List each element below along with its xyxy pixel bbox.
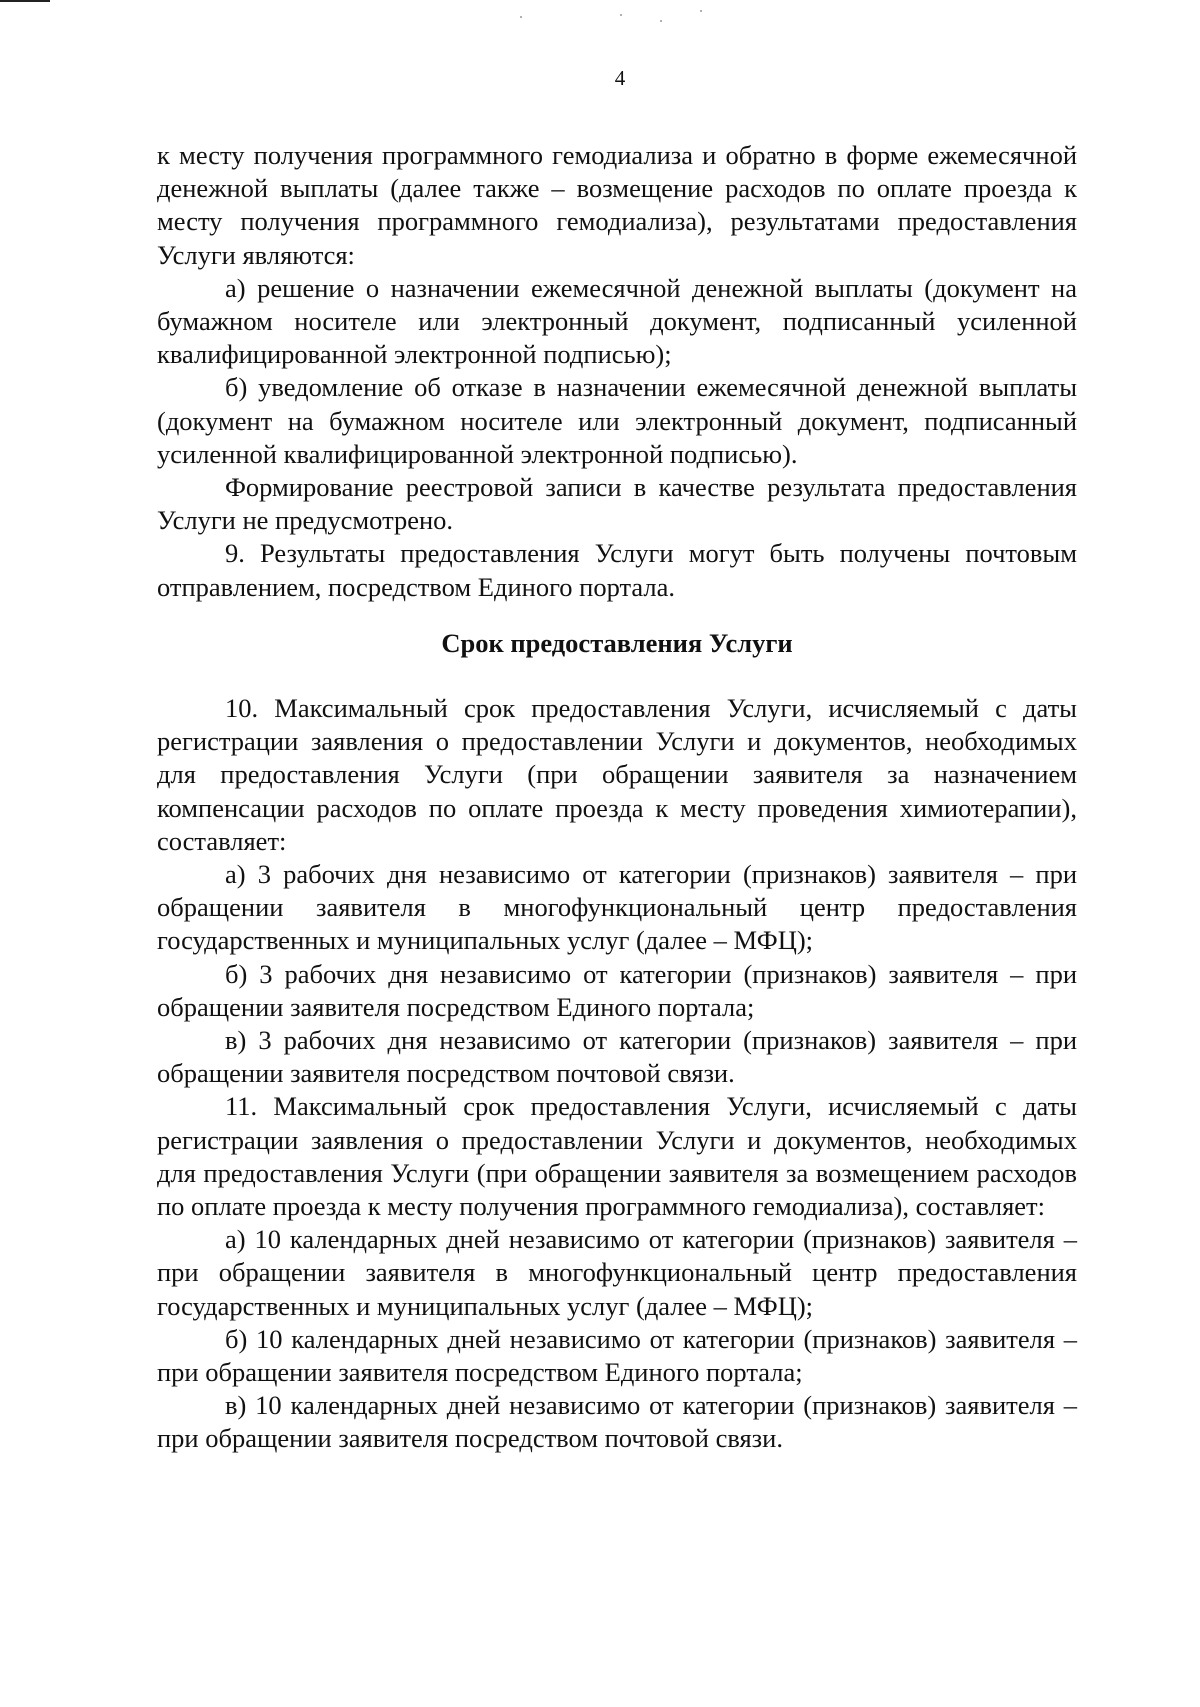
scan-speck — [660, 20, 662, 22]
scan-speck — [520, 16, 522, 18]
paragraph-10-a: а) 3 рабочих дня независимо от категории (признаков) заявителя – при обращении заявителя в многофункциональный центр предоставления государственных и муниципальных услуг (далее – МФЦ); — [157, 859, 1077, 956]
paragraph-11-b: б) 10 календарных дней независимо от категории (признаков) заявителя – при обращении заявителя посредством Единого портала; — [157, 1323, 1077, 1388]
paragraph-registry-note: Формирование реестровой записи в качестве результата предоставления Услуги не предусмотрено. — [157, 472, 1077, 536]
paragraph-item-a: а) решение о назначении ежемесячной денежной выплаты (документ на бумажном носителе или электронный документ, подписанный усиленной квалифицированной электронной подписью); — [157, 272, 1077, 370]
scan-artifact-line — [0, 0, 50, 2]
top-text-block — [157, 139, 1077, 604]
paragraph-11-a: а) 10 календарных дней независимо от категории (признаков) заявителя – при обращении заявителя в многофункциональный центр предоставления государственных и муниципальных услуг (далее – МФЦ); — [157, 1224, 1077, 1321]
scan-speck — [700, 10, 702, 12]
page-number: 4 — [614, 66, 626, 90]
paragraph-11: 11. Максимальный срок предоставления Услуги, исчисляемый с даты регистрации заявления о предоставлении Услуги и документов, необходимых для предоставления Услуги (при обращении заявителя за возмещением расходов по оплате проезда к месту получения программного гемодиализа), составляет: — [157, 1091, 1077, 1222]
paragraph-item-b: б) уведомление об отказе в назначении ежемесячной денежной выплаты (документ на бумажном носителе или электронный документ, подписанный усиленной квалифицированной электронной подписью). — [157, 372, 1077, 469]
bottom-text-block — [157, 692, 1077, 1456]
paragraph-10-c: в) 3 рабочих дня независимо от категории (признаков) заявителя – при обращении заявителя посредством почтовой связи. — [157, 1025, 1077, 1089]
scan-speck — [620, 14, 622, 16]
section-heading: Срок предоставления Услуги — [441, 628, 793, 658]
paragraph-11-c: в) 10 календарных дней независимо от категории (признаков) заявителя – при обращении заявителя посредством почтовой связи. — [157, 1390, 1077, 1454]
paragraph-continuation: к месту получения программного гемодиализа и обратно в форме ежемесячной денежной выплаты (далее также – возмещение расходов по оплате проезда к месту получения программного гемодиализа), результатами предоставления Услуги являются: — [157, 140, 1077, 270]
paragraph-9: 9. Результаты предоставления Услуги могут быть получены почтовым отправлением, посредством Единого портала. — [157, 538, 1077, 602]
paragraph-10: 10. Максимальный срок предоставления Услуги, исчисляемый с даты регистрации заявления о предоставлении Услуги и документов, необходимых для предоставления Услуги (при обращении заявителя за назначением компенсации расходов по оплате проезда к месту проведения химиотерапии), составляет: — [157, 693, 1077, 856]
paragraph-10-b: б) 3 рабочих дня независимо от категории (признаков) заявителя – при обращении заявителя посредством Единого портала; — [157, 958, 1077, 1022]
